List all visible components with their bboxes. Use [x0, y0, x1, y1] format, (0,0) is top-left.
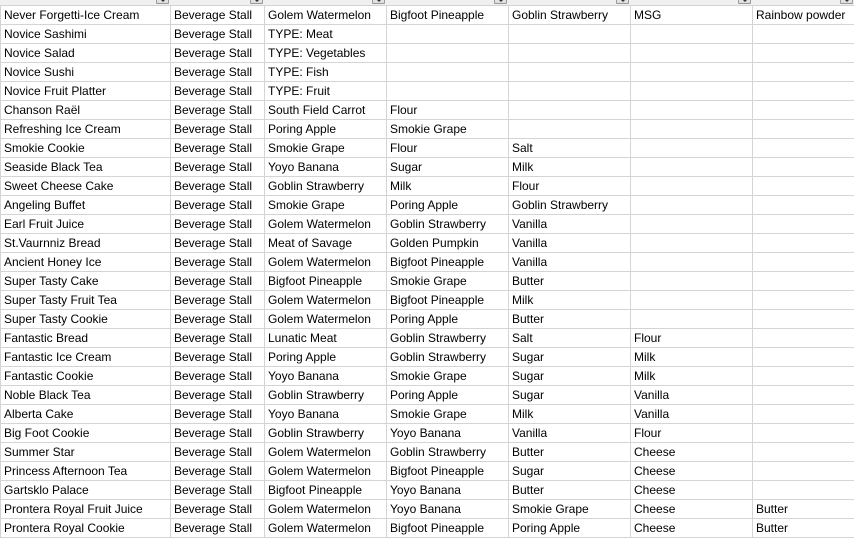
table-cell[interactable]: Poring Apple	[387, 310, 509, 329]
table-row	[1, 63, 854, 82]
table-row	[1, 196, 854, 215]
table-cell[interactable]	[753, 44, 854, 63]
table-cell[interactable]: Beverage Stall	[171, 82, 265, 101]
filter-dropdown-icon[interactable]	[372, 0, 385, 4]
table-cell[interactable]: Smokie Grape	[387, 367, 509, 386]
table-cell[interactable]: Poring Apple	[265, 348, 387, 367]
table-cell[interactable]	[631, 196, 753, 215]
filter-dropdown-icon[interactable]	[250, 0, 263, 4]
table-cell[interactable]: Gartsklo Palace	[1, 481, 171, 500]
table-cell[interactable]: Chanson Raël	[1, 101, 171, 120]
table-cell[interactable]: Bigfoot Pineapple	[265, 272, 387, 291]
table-cell[interactable]: Golden Pumpkin	[387, 234, 509, 253]
table-cell[interactable]: Cheese	[631, 462, 753, 481]
table-row	[1, 443, 854, 462]
table-cell[interactable]: Flour	[509, 177, 631, 196]
table-cell[interactable]: Goblin Strawberry	[387, 329, 509, 348]
table-cell[interactable]: Angeling Buffet	[1, 196, 171, 215]
table-row	[1, 25, 854, 44]
table-row	[1, 177, 854, 196]
table-cell[interactable]: MSG	[631, 6, 753, 25]
table-row	[1, 158, 854, 177]
filter-dropdown-icon[interactable]	[616, 0, 629, 4]
table-cell[interactable]: Beverage Stall	[171, 348, 265, 367]
table-cell[interactable]	[753, 329, 854, 348]
table-cell[interactable]: Goblin Strawberry	[265, 386, 387, 405]
table-cell[interactable]: Bigfoot Pineapple	[387, 462, 509, 481]
table-cell[interactable]: TYPE: Fish	[265, 63, 387, 82]
table-cell[interactable]	[753, 462, 854, 481]
table-cell[interactable]: Beverage Stall	[171, 481, 265, 500]
table-cell[interactable]: Summer Star	[1, 443, 171, 462]
table-cell[interactable]: Cheese	[631, 481, 753, 500]
table-body	[1, 6, 854, 538]
table-cell[interactable]: Beverage Stall	[171, 25, 265, 44]
table-cell[interactable]	[753, 367, 854, 386]
table-cell[interactable]: Bigfoot Pineapple	[387, 6, 509, 25]
table-cell[interactable]: Beverage Stall	[171, 405, 265, 424]
table-cell[interactable]: Sugar	[509, 367, 631, 386]
table-cell[interactable]: Ancient Honey Ice	[1, 253, 171, 272]
table-cell[interactable]: Vanilla	[509, 424, 631, 443]
table-cell[interactable]: Yoyo Banana	[387, 481, 509, 500]
table-row	[1, 82, 854, 101]
table-cell[interactable]	[753, 63, 854, 82]
table-cell[interactable]	[631, 158, 753, 177]
table-cell[interactable]	[631, 291, 753, 310]
table-cell[interactable]: Smokie Grape	[265, 139, 387, 158]
table-row	[1, 6, 854, 25]
table-cell[interactable]: Novice Sashimi	[1, 25, 171, 44]
table-cell[interactable]: Smokie Grape	[387, 120, 509, 139]
table-row	[1, 234, 854, 253]
table-cell[interactable]: Vanilla	[631, 386, 753, 405]
table-cell[interactable]: Fantastic Ice Cream	[1, 348, 171, 367]
table-cell[interactable]: Milk	[509, 405, 631, 424]
table-cell[interactable]: Prontera Royal Fruit Juice	[1, 500, 171, 519]
table-cell[interactable]: Big Foot Cookie	[1, 424, 171, 443]
table-cell[interactable]	[509, 44, 631, 63]
table-cell[interactable]: Bigfoot Pineapple	[387, 253, 509, 272]
table-cell[interactable]	[753, 177, 854, 196]
table-cell[interactable]: Bigfoot Pineapple	[387, 519, 509, 538]
table-row	[1, 462, 854, 481]
table-row	[1, 139, 854, 158]
table-cell[interactable]: Sugar	[509, 386, 631, 405]
table-cell[interactable]: Refreshing Ice Cream	[1, 120, 171, 139]
table-cell[interactable]	[753, 215, 854, 234]
table-cell[interactable]	[753, 234, 854, 253]
table-cell[interactable]: Butter	[509, 443, 631, 462]
table-cell[interactable]: Novice Sushi	[1, 63, 171, 82]
table-row	[1, 291, 854, 310]
table-cell[interactable]: Cheese	[631, 500, 753, 519]
table-cell[interactable]: Cheese	[631, 519, 753, 538]
table-cell[interactable]: Goblin Strawberry	[387, 348, 509, 367]
table-cell[interactable]: Bigfoot Pineapple	[265, 481, 387, 500]
filter-dropdown-icon[interactable]	[738, 0, 751, 4]
table-cell[interactable]: Golem Watermelon	[265, 500, 387, 519]
table-row	[1, 405, 854, 424]
filter-dropdown-icon[interactable]	[156, 0, 169, 4]
table-cell[interactable]	[753, 101, 854, 120]
table-cell[interactable]: Beverage Stall	[171, 101, 265, 120]
table-cell[interactable]: South Field Carrot	[265, 101, 387, 120]
table-cell[interactable]: Salt	[509, 139, 631, 158]
table-cell[interactable]	[509, 63, 631, 82]
table-cell[interactable]: Golem Watermelon	[265, 443, 387, 462]
table-cell[interactable]: Flour	[631, 329, 753, 348]
table-cell[interactable]: Beverage Stall	[171, 196, 265, 215]
table-cell[interactable]: Yoyo Banana	[265, 367, 387, 386]
table-cell[interactable]: Yoyo Banana	[387, 500, 509, 519]
table-cell[interactable]: Bigfoot Pineapple	[387, 291, 509, 310]
table-cell[interactable]	[631, 63, 753, 82]
table-cell[interactable]: Cheese	[631, 443, 753, 462]
table-cell[interactable]: Meat of Savage	[265, 234, 387, 253]
table-cell[interactable]	[509, 101, 631, 120]
table-cell[interactable]	[631, 253, 753, 272]
table-cell[interactable]: Prontera Royal Cookie	[1, 519, 171, 538]
table-cell[interactable]: Beverage Stall	[171, 139, 265, 158]
table-row	[1, 367, 854, 386]
table-cell[interactable]: Lunatic Meat	[265, 329, 387, 348]
table-cell[interactable]: Beverage Stall	[171, 310, 265, 329]
table-cell[interactable]	[753, 291, 854, 310]
table-cell[interactable]: Beverage Stall	[171, 44, 265, 63]
table-cell[interactable]	[753, 139, 854, 158]
filter-dropdown-icon[interactable]	[494, 0, 507, 4]
table-cell[interactable]	[753, 443, 854, 462]
table-cell[interactable]	[753, 272, 854, 291]
table-cell[interactable]: Seaside Black Tea	[1, 158, 171, 177]
table-cell[interactable]: Butter	[509, 310, 631, 329]
table-cell[interactable]: Sweet Cheese Cake	[1, 177, 171, 196]
table-cell[interactable]: Golem Watermelon	[265, 215, 387, 234]
table-cell[interactable]: Poring Apple	[265, 120, 387, 139]
table-cell[interactable]: Smokie Grape	[265, 196, 387, 215]
table-cell[interactable]: Beverage Stall	[171, 500, 265, 519]
table-cell[interactable]	[631, 44, 753, 63]
table-cell[interactable]: Butter	[753, 500, 854, 519]
table-row	[1, 424, 854, 443]
table-cell[interactable]: Novice Fruit Platter	[1, 82, 171, 101]
table-cell[interactable]: TYPE: Fruit	[265, 82, 387, 101]
table-cell[interactable]: Beverage Stall	[171, 177, 265, 196]
table-cell[interactable]	[631, 272, 753, 291]
table-cell[interactable]: Smokie Grape	[387, 272, 509, 291]
table-cell[interactable]: Beverage Stall	[171, 519, 265, 538]
table-cell[interactable]: Milk	[509, 158, 631, 177]
table-row	[1, 215, 854, 234]
table-cell[interactable]	[753, 120, 854, 139]
table-cell[interactable]	[631, 82, 753, 101]
table-cell[interactable]: Noble Black Tea	[1, 386, 171, 405]
table-cell[interactable]: Vanilla	[509, 253, 631, 272]
table-cell[interactable]: Beverage Stall	[171, 424, 265, 443]
table-cell[interactable]: TYPE: Meat	[265, 25, 387, 44]
table-cell[interactable]: Smokie Cookie	[1, 139, 171, 158]
table-cell[interactable]	[509, 25, 631, 44]
table-cell[interactable]	[631, 234, 753, 253]
table-cell[interactable]	[631, 139, 753, 158]
table-cell[interactable]: Goblin Strawberry	[265, 424, 387, 443]
table-row	[1, 253, 854, 272]
table-cell[interactable]	[753, 25, 854, 44]
table-cell[interactable]: Sugar	[387, 158, 509, 177]
table-cell[interactable]: Flour	[631, 424, 753, 443]
table-cell[interactable]: Poring Apple	[387, 386, 509, 405]
table-cell[interactable]: Yoyo Banana	[387, 424, 509, 443]
table-cell[interactable]: Butter	[509, 481, 631, 500]
table-cell[interactable]: Sugar	[509, 348, 631, 367]
table-cell[interactable]: Beverage Stall	[171, 63, 265, 82]
table-row	[1, 519, 854, 538]
table-cell[interactable]: Golem Watermelon	[265, 462, 387, 481]
table-cell[interactable]	[631, 215, 753, 234]
table-row	[1, 310, 854, 329]
table-cell[interactable]	[753, 82, 854, 101]
table-cell[interactable]: Goblin Strawberry	[509, 6, 631, 25]
table-cell[interactable]: Beverage Stall	[171, 6, 265, 25]
table-row	[1, 329, 854, 348]
table-cell[interactable]: Flour	[387, 139, 509, 158]
table-cell[interactable]: Beverage Stall	[171, 367, 265, 386]
table-cell[interactable]: Beverage Stall	[171, 120, 265, 139]
table-cell[interactable]: Milk	[387, 177, 509, 196]
table-row	[1, 44, 854, 63]
table-cell[interactable]: Beverage Stall	[171, 234, 265, 253]
table-cell[interactable]: Golem Watermelon	[265, 6, 387, 25]
table-cell[interactable]: Beverage Stall	[171, 215, 265, 234]
table-cell[interactable]: St.Vaurnniz Bread	[1, 234, 171, 253]
table-cell[interactable]: Beverage Stall	[171, 443, 265, 462]
table-row	[1, 101, 854, 120]
table-cell[interactable]: Golem Watermelon	[265, 291, 387, 310]
table-cell[interactable]: Goblin Strawberry	[265, 177, 387, 196]
table-cell[interactable]: Sugar	[509, 462, 631, 481]
table-row	[1, 120, 854, 139]
table-cell[interactable]: Smokie Grape	[509, 500, 631, 519]
table-cell[interactable]	[631, 25, 753, 44]
table-cell[interactable]: Goblin Strawberry	[387, 443, 509, 462]
table-row	[1, 500, 854, 519]
table-cell[interactable]	[631, 101, 753, 120]
table-cell[interactable]: Salt	[509, 329, 631, 348]
table-cell[interactable]: Golem Watermelon	[265, 253, 387, 272]
table-cell[interactable]: Rainbow powder	[753, 6, 854, 25]
table-cell[interactable]	[387, 44, 509, 63]
table-cell[interactable]: Milk	[631, 348, 753, 367]
table-cell[interactable]: Beverage Stall	[171, 158, 265, 177]
table-cell[interactable]: Poring Apple	[387, 196, 509, 215]
table-cell[interactable]	[753, 310, 854, 329]
table-cell[interactable]: Goblin Strawberry	[509, 196, 631, 215]
table-cell[interactable]: Beverage Stall	[171, 272, 265, 291]
table-cell[interactable]: Alberta Cake	[1, 405, 171, 424]
table-cell[interactable]	[509, 82, 631, 101]
table-cell[interactable]: Vanilla	[509, 234, 631, 253]
table-cell[interactable]: Beverage Stall	[171, 291, 265, 310]
table-cell[interactable]: Novice Salad	[1, 44, 171, 63]
table-cell[interactable]: Beverage Stall	[171, 253, 265, 272]
table-cell[interactable]	[631, 177, 753, 196]
table-cell[interactable]	[753, 253, 854, 272]
table-cell[interactable]: TYPE: Vegetables	[265, 44, 387, 63]
table-cell[interactable]	[753, 158, 854, 177]
table-cell[interactable]: Milk	[631, 367, 753, 386]
table-cell[interactable]: Super Tasty Cookie	[1, 310, 171, 329]
table-cell[interactable]: Smokie Grape	[387, 405, 509, 424]
table-cell[interactable]	[387, 63, 509, 82]
table-cell[interactable]	[753, 424, 854, 443]
table-cell[interactable]: Yoyo Banana	[265, 158, 387, 177]
table-cell[interactable]	[753, 196, 854, 215]
recipe-table	[0, 5, 854, 538]
table-cell[interactable]	[753, 386, 854, 405]
table-cell[interactable]: Super Tasty Fruit Tea	[1, 291, 171, 310]
table-cell[interactable]: Flour	[387, 101, 509, 120]
table-cell[interactable]: Golem Watermelon	[265, 310, 387, 329]
table-cell[interactable]: Golem Watermelon	[265, 519, 387, 538]
table-cell[interactable]	[753, 348, 854, 367]
table-cell[interactable]	[753, 481, 854, 500]
table-cell[interactable]: Beverage Stall	[171, 386, 265, 405]
table-cell[interactable]: Beverage Stall	[171, 462, 265, 481]
table-row	[1, 272, 854, 291]
filter-dropdown-icon[interactable]	[840, 0, 853, 4]
table-cell[interactable]: Fantastic Cookie	[1, 367, 171, 386]
table-cell[interactable]	[509, 120, 631, 139]
table-cell[interactable]: Yoyo Banana	[265, 405, 387, 424]
table-row	[1, 348, 854, 367]
table-cell[interactable]	[387, 82, 509, 101]
table-cell[interactable]: Earl Fruit Juice	[1, 215, 171, 234]
table-cell[interactable]: Never Forgetti-Ice Cream	[1, 6, 171, 25]
table-row	[1, 481, 854, 500]
table-cell[interactable]	[631, 120, 753, 139]
table-cell[interactable]: Vanilla	[631, 405, 753, 424]
table-row	[1, 386, 854, 405]
table-cell[interactable]	[631, 310, 753, 329]
table-cell[interactable]: Vanilla	[509, 215, 631, 234]
table-cell[interactable]	[387, 25, 509, 44]
table-cell[interactable]: Milk	[509, 291, 631, 310]
table-cell[interactable]: Beverage Stall	[171, 329, 265, 348]
table-cell[interactable]: Goblin Strawberry	[387, 215, 509, 234]
table-cell[interactable]: Fantastic Bread	[1, 329, 171, 348]
table-cell[interactable]: Princess Afternoon Tea	[1, 462, 171, 481]
table-cell[interactable]	[753, 405, 854, 424]
table-cell[interactable]: Poring Apple	[509, 519, 631, 538]
table-cell[interactable]: Butter	[753, 519, 854, 538]
table-cell[interactable]: Super Tasty Cake	[1, 272, 171, 291]
table-cell[interactable]: Butter	[509, 272, 631, 291]
